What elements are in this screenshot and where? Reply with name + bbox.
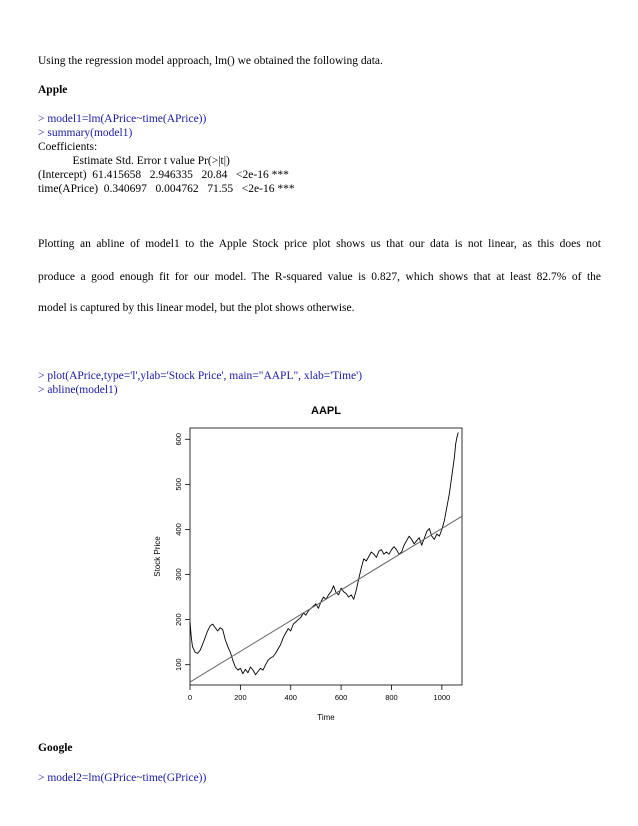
y-tick-label: 500 [174, 478, 183, 491]
y-axis-label: Stock Price [153, 536, 162, 577]
y-tick-label: 300 [174, 568, 183, 581]
aapl-chart [150, 400, 472, 730]
x-axis-label: Time [317, 713, 335, 722]
x-tick-label: 200 [234, 693, 247, 702]
output-line: (Intercept) 61.415658 2.946335 20.84 <2e-16 *** [38, 169, 289, 181]
output-line: Coefficients: [38, 141, 98, 153]
chart-title: AAPL [311, 405, 341, 417]
code-line: > model2=lm(GPrice~time(GPrice)) [38, 772, 207, 784]
x-tick-label: 0 [187, 693, 193, 702]
plot-code-line: > abline(model1) [38, 384, 118, 396]
y-tick-label: 400 [174, 523, 183, 536]
output-line: time(APrice) 0.340697 0.004762 71.55 <2e-16 *** [38, 183, 295, 195]
output-line: Estimate Std. Error t value Pr(>|t|) [38, 155, 230, 167]
y-tick-label: 200 [174, 613, 183, 626]
code-line: > summary(model1) [38, 127, 133, 139]
x-tick-label: 600 [334, 693, 348, 702]
intro-text: Using the regression model approach, lm() we obtained the following data. [38, 55, 383, 67]
regression-abline [190, 516, 462, 682]
y-tick-label: 600 [174, 433, 183, 446]
google-heading: Google [38, 742, 73, 754]
plot-code-line: > plot(APrice,type='l',ylab='Stock Price', main="AAPL", xlab='Time') [38, 370, 363, 382]
x-tick-label: 800 [385, 693, 398, 702]
paragraph-line: Plotting an abline of model1 to the Apple Stock price plot shows us that our data is not linear, as this does not [38, 238, 601, 250]
apple-heading: Apple [38, 84, 68, 96]
x-tick-label: 1000 [433, 693, 451, 702]
aapl-price-series [190, 433, 458, 675]
plot-frame [190, 428, 462, 685]
code-line: > model1=lm(APrice~time(APrice)) [38, 113, 207, 125]
y-tick-label: 100 [174, 658, 183, 671]
paragraph-line: model is captured by this linear model, but the plot shows otherwise. [38, 302, 355, 314]
x-tick-label: 400 [284, 693, 297, 702]
paragraph-line: produce a good enough fit for our model. The R-squared value is 0.827, which shows that at least 82.7% of the [38, 271, 601, 283]
